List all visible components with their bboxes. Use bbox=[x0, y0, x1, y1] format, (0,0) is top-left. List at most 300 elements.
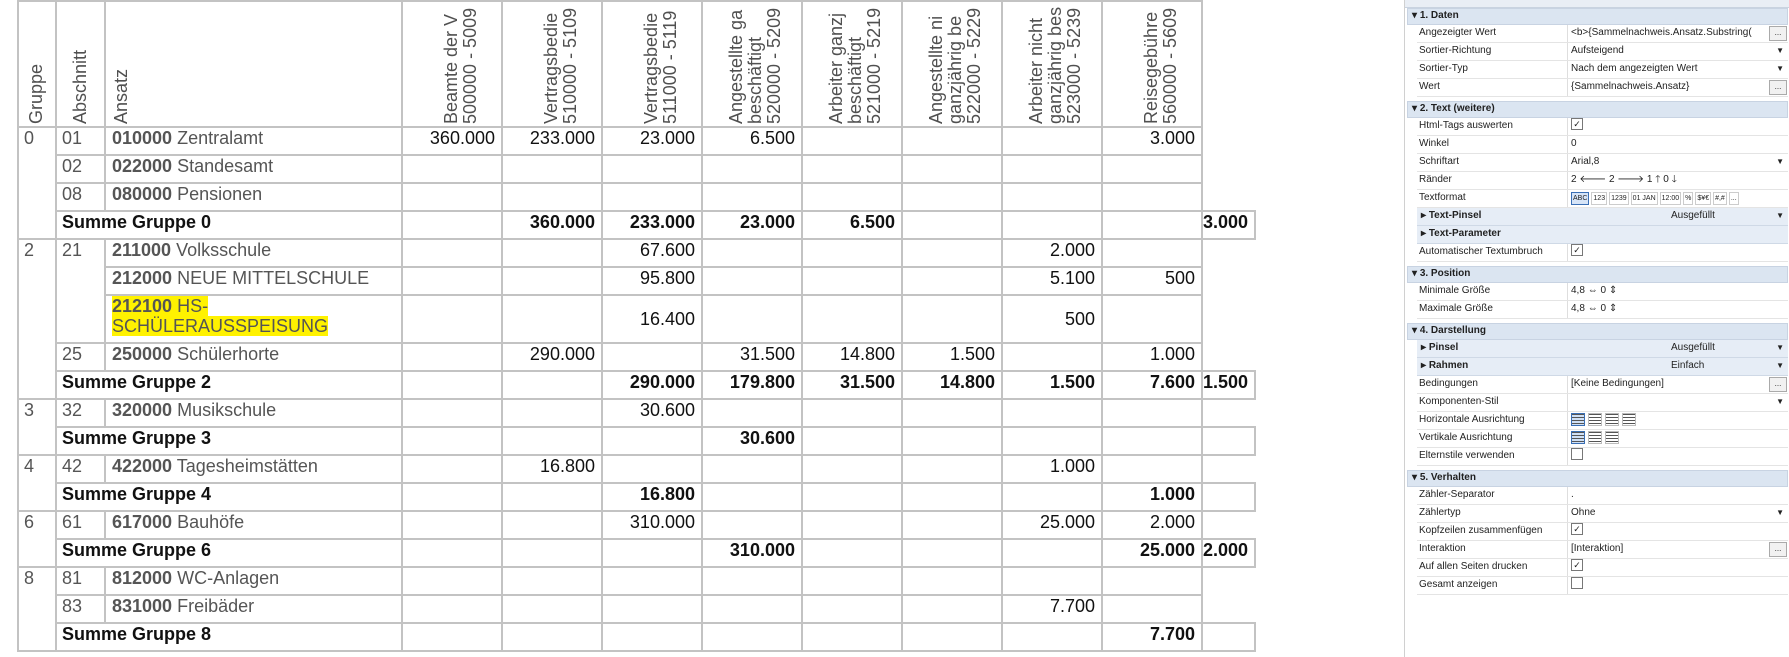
sub-text-parameter[interactable]: ▸ Text-Parameter bbox=[1417, 226, 1788, 244]
value-cell bbox=[1102, 211, 1202, 239]
value-cell bbox=[902, 539, 1002, 567]
value-cell: 3.000 bbox=[1202, 211, 1255, 239]
value-cell: 290.000 bbox=[502, 343, 602, 371]
textformat-option[interactable]: #,# bbox=[1713, 192, 1727, 205]
value-cell: 1.500 bbox=[1202, 371, 1255, 399]
value-cell: 7.700 bbox=[1102, 623, 1202, 651]
value-cell bbox=[1002, 539, 1102, 567]
value-cell: 3.000 bbox=[1102, 127, 1202, 155]
sub-text-pinsel[interactable]: ▸ Text-Pinsel Ausgefüllt ▼ bbox=[1417, 208, 1788, 226]
sum-spacer bbox=[402, 371, 502, 399]
value-cell bbox=[402, 183, 502, 211]
value-cell bbox=[902, 623, 1002, 651]
dropdown-arrow-icon[interactable]: ▼ bbox=[1776, 157, 1784, 166]
textformat-option[interactable]: 123 bbox=[1591, 192, 1607, 205]
header-row bbox=[18, 1, 1255, 127]
value-cell bbox=[702, 567, 802, 595]
value-cell bbox=[402, 511, 502, 539]
section-verhalten[interactable]: ▾ 5. Verhalten bbox=[1407, 470, 1788, 487]
header-col-522000: Angestellte ni ganzjährig be 522000 - 5229 bbox=[902, 1, 1002, 127]
value-cell: 6.500 bbox=[702, 127, 802, 155]
value-cell: 31.500 bbox=[702, 343, 802, 371]
ansatz-name: WC-Anlagen bbox=[177, 568, 280, 588]
sum-spacer bbox=[402, 483, 502, 511]
value-cell bbox=[502, 567, 602, 595]
value-cell bbox=[1002, 127, 1102, 155]
abschnitt-cell: 01 bbox=[56, 127, 105, 155]
section-daten[interactable]: ▾ 1. Daten bbox=[1407, 8, 1788, 25]
value-cell: 1.500 bbox=[902, 343, 1002, 371]
report-table bbox=[17, 0, 1256, 652]
abschnitt-cell: 42 bbox=[56, 455, 105, 483]
prop-interaktion[interactable]: Interaktion [Interaktion] ... bbox=[1417, 541, 1788, 559]
value-cell bbox=[802, 427, 902, 455]
value-cell bbox=[902, 483, 1002, 511]
value-cell bbox=[602, 155, 702, 183]
sum-row bbox=[18, 371, 1255, 399]
ansatz-code: 812000 bbox=[112, 568, 173, 588]
value-cell: 1.000 bbox=[1102, 343, 1202, 371]
ansatz-name: Tagesheimstätten bbox=[176, 456, 318, 476]
valign-middle-icon[interactable] bbox=[1588, 431, 1602, 444]
value-cell bbox=[602, 595, 702, 623]
header-col-521000: Arbeiter ganzj beschäftigt 521000 - 5219 bbox=[802, 1, 902, 127]
dropdown-arrow-icon[interactable]: ▼ bbox=[1776, 211, 1784, 220]
value-cell bbox=[502, 539, 602, 567]
header-col-500000: Beamte der V 500000 - 5009 bbox=[402, 1, 502, 127]
value-cell: 16.400 bbox=[602, 295, 702, 343]
value-cell: 6.500 bbox=[802, 211, 902, 239]
prop-winkel[interactable]: Winkel 0 bbox=[1417, 136, 1788, 154]
value-cell bbox=[502, 427, 602, 455]
value-cell bbox=[602, 427, 702, 455]
value-cell bbox=[502, 483, 602, 511]
abschnitt-cell: 61 bbox=[56, 511, 105, 539]
ansatz-cell bbox=[105, 155, 402, 183]
value-cell bbox=[1002, 343, 1102, 371]
value-cell bbox=[802, 623, 902, 651]
sum-spacer bbox=[402, 427, 502, 455]
group-cell: 4 bbox=[18, 455, 56, 511]
value-cell bbox=[1002, 155, 1102, 183]
prop-kopfzeilen[interactable]: Kopfzeilen zusammenfügen ✓ bbox=[1417, 523, 1788, 541]
abschnitt-cell: 02 bbox=[56, 155, 105, 183]
value-cell bbox=[802, 267, 902, 295]
prop-sortier-typ[interactable]: Sortier-Typ Nach dem angezeigten Wert ▼ bbox=[1417, 61, 1788, 79]
dropdown-arrow-icon[interactable]: ▼ bbox=[1776, 46, 1784, 55]
value-cell bbox=[1102, 399, 1202, 427]
arrow-right-icon: 🡒 bbox=[1617, 174, 1645, 185]
ansatz-cell bbox=[105, 567, 402, 595]
ansatz-name: Pensionen bbox=[177, 184, 263, 204]
prop-maximale-groesse[interactable]: Maximale Größe 4,8 ⇔ 0 ⇕ bbox=[1417, 301, 1788, 319]
value-cell: 95.800 bbox=[602, 267, 702, 295]
value-cell bbox=[1102, 155, 1202, 183]
ansatz-code: 422000 bbox=[112, 456, 173, 476]
prop-elternstile[interactable]: Elternstile verwenden bbox=[1417, 448, 1788, 466]
prop-bedingungen[interactable]: Bedingungen [Keine Bedingungen] ... bbox=[1417, 376, 1788, 394]
group-cell: 3 bbox=[18, 399, 56, 455]
value-cell bbox=[1102, 595, 1202, 623]
value-cell bbox=[902, 567, 1002, 595]
header-col-510000: Vertragsbedie 510000 - 5109 bbox=[502, 1, 602, 127]
ansatz-code: 080000 bbox=[112, 184, 173, 204]
sum-row bbox=[18, 539, 1255, 567]
prop-textformat[interactable]: Textformat ABC 123 1239 01 JAN 12:00 % $¥€ #,# ... bbox=[1417, 190, 1788, 208]
value-cell bbox=[502, 511, 602, 539]
value-cell bbox=[902, 595, 1002, 623]
value-cell bbox=[902, 155, 1002, 183]
header-gruppe: Gruppe bbox=[18, 1, 56, 127]
value-cell bbox=[602, 183, 702, 211]
value-cell: 1.000 bbox=[1002, 455, 1102, 483]
sum-spacer bbox=[402, 539, 502, 567]
table-row bbox=[18, 267, 1255, 295]
value-cell bbox=[902, 127, 1002, 155]
value-cell bbox=[802, 483, 902, 511]
value-cell: 310.000 bbox=[602, 511, 702, 539]
value-cell bbox=[902, 267, 1002, 295]
valign-bottom-icon[interactable] bbox=[1605, 431, 1619, 444]
sum-label: Summe Gruppe 3 bbox=[56, 427, 402, 455]
value-cell: 2.000 bbox=[1202, 539, 1255, 567]
ansatz-cell bbox=[105, 239, 402, 267]
value-cell bbox=[602, 567, 702, 595]
header-col-520000: Angestellte ga beschäftigt 520000 - 5209 bbox=[702, 1, 802, 127]
value-cell bbox=[802, 595, 902, 623]
table-row bbox=[18, 567, 1255, 595]
section-text-weitere[interactable]: ▾ 2. Text (weitere) bbox=[1407, 101, 1788, 118]
value-cell: 14.800 bbox=[902, 371, 1002, 399]
value-cell bbox=[402, 455, 502, 483]
prop-vertikale-ausrichtung[interactable]: Vertikale Ausrichtung bbox=[1417, 430, 1788, 448]
prop-horizontale-ausrichtung[interactable]: Horizontale Ausrichtung bbox=[1417, 412, 1788, 430]
value-cell bbox=[1202, 623, 1255, 651]
value-cell bbox=[602, 623, 702, 651]
ansatz-code: 211000 bbox=[112, 240, 172, 260]
panel-tab-bar[interactable] bbox=[1405, 0, 1789, 8]
ansatz-name: HS- SCHÜLERAUSSPEISUNG bbox=[112, 296, 329, 336]
dropdown-arrow-icon[interactable]: ▼ bbox=[1776, 397, 1784, 406]
value-cell bbox=[802, 399, 902, 427]
value-cell bbox=[502, 267, 602, 295]
sum-row bbox=[18, 483, 1255, 511]
value-cell: 16.800 bbox=[602, 483, 702, 511]
value-cell bbox=[1002, 211, 1102, 239]
value-cell bbox=[802, 511, 902, 539]
abschnitt-cell: 32 bbox=[56, 399, 105, 427]
value-cell: 500 bbox=[1002, 295, 1102, 343]
value-cell: 2.000 bbox=[1102, 511, 1202, 539]
value-cell: 5.100 bbox=[1002, 267, 1102, 295]
group-cell: 0 bbox=[18, 127, 56, 239]
sum-label: Summe Gruppe 6 bbox=[56, 539, 402, 567]
prop-gesamt-anzeigen[interactable]: Gesamt anzeigen bbox=[1417, 577, 1788, 595]
textformat-option[interactable]: ABC bbox=[1571, 192, 1589, 205]
abschnitt-cell: 81 bbox=[56, 567, 105, 595]
header-ansatz: Ansatz bbox=[105, 1, 402, 127]
value-cell bbox=[702, 267, 802, 295]
table-row bbox=[18, 595, 1255, 623]
dropdown-arrow-icon[interactable]: ▼ bbox=[1776, 361, 1784, 370]
value-cell: 290.000 bbox=[602, 371, 702, 399]
prop-angezeigter-wert[interactable]: Angezeigter Wert <b>{Sammelnachweis.Ansatz.Substring( ... bbox=[1417, 25, 1788, 43]
value-cell: 14.800 bbox=[802, 343, 902, 371]
checkbox-unchecked[interactable] bbox=[1571, 448, 1583, 460]
value-cell: 25.000 bbox=[1102, 539, 1202, 567]
ansatz-name: Bauhöfe bbox=[177, 512, 245, 532]
value-cell bbox=[702, 595, 802, 623]
abschnitt-cell: 25 bbox=[56, 343, 105, 371]
value-cell bbox=[1002, 399, 1102, 427]
sum-row bbox=[18, 623, 1255, 651]
value-cell bbox=[702, 483, 802, 511]
value-cell bbox=[402, 399, 502, 427]
value-cell bbox=[702, 455, 802, 483]
group-cell: 6 bbox=[18, 511, 56, 567]
value-cell bbox=[502, 239, 602, 267]
prop-komponenten-stil[interactable]: Komponenten-Stil ▼ bbox=[1417, 394, 1788, 412]
ansatz-name: Musikschule bbox=[177, 400, 277, 420]
table-row bbox=[18, 295, 1255, 343]
prop-minimale-groesse[interactable]: Minimale Größe 4,8 ⇔ 0 ⇕ bbox=[1417, 283, 1788, 301]
table-row bbox=[18, 239, 1255, 267]
value-cell bbox=[1102, 239, 1202, 267]
arrow-down-icon: 🡓 bbox=[1671, 174, 1677, 185]
value-cell: 1.000 bbox=[1102, 483, 1202, 511]
value-cell bbox=[702, 183, 802, 211]
header-col-560000: Reisegebühre 560000 - 5609 bbox=[1102, 1, 1202, 127]
value-cell bbox=[1002, 427, 1102, 455]
checkbox-checked[interactable]: ✓ bbox=[1571, 244, 1583, 256]
prop-html-tags[interactable]: Html-Tags auswerten ✓ bbox=[1417, 118, 1788, 136]
value-cell: 233.000 bbox=[602, 211, 702, 239]
prop-schriftart[interactable]: Schriftart Arial,8 ▼ bbox=[1417, 154, 1788, 172]
value-cell bbox=[1102, 427, 1202, 455]
ansatz-cell bbox=[105, 127, 402, 155]
value-cell bbox=[702, 399, 802, 427]
table-row bbox=[18, 455, 1255, 483]
ansatz-cell bbox=[105, 399, 402, 427]
sub-pinsel[interactable]: ▸ Pinsel Ausgefüllt ▼ bbox=[1417, 340, 1788, 358]
ellipsis-button[interactable]: ... bbox=[1769, 542, 1787, 557]
textformat-option[interactable]: $¥€ bbox=[1695, 192, 1711, 205]
sum-spacer bbox=[402, 211, 502, 239]
value-cell bbox=[802, 183, 902, 211]
group-cell: 2 bbox=[18, 239, 56, 399]
horizontal-resize-icon: ⇔ bbox=[1587, 303, 1598, 314]
align-center-icon[interactable] bbox=[1588, 413, 1602, 426]
abschnitt-cell: 83 bbox=[56, 595, 105, 623]
table-row bbox=[18, 183, 1255, 211]
value-cell bbox=[702, 239, 802, 267]
value-cell bbox=[602, 343, 702, 371]
value-cell bbox=[702, 511, 802, 539]
sum-spacer bbox=[402, 623, 502, 651]
header-col-511000: Vertragsbedie 511000 - 5119 bbox=[602, 1, 702, 127]
value-cell bbox=[402, 343, 502, 371]
ansatz-cell bbox=[105, 183, 402, 211]
vertical-resize-icon: ⇕ bbox=[1608, 285, 1618, 296]
value-cell bbox=[802, 127, 902, 155]
value-cell bbox=[902, 399, 1002, 427]
table-row bbox=[18, 399, 1255, 427]
textformat-option[interactable]: 12:00 bbox=[1660, 192, 1682, 205]
value-cell bbox=[402, 567, 502, 595]
ansatz-name: Volksschule bbox=[176, 240, 272, 260]
value-cell: 23.000 bbox=[702, 211, 802, 239]
ansatz-code: 010000 bbox=[112, 128, 173, 148]
sum-row bbox=[18, 427, 1255, 455]
ellipsis-button[interactable]: ... bbox=[1769, 26, 1787, 41]
ansatz-cell bbox=[105, 295, 402, 343]
value-cell: 1.500 bbox=[1002, 371, 1102, 399]
ansatz-name: Schülerhorte bbox=[177, 344, 280, 364]
value-cell bbox=[402, 239, 502, 267]
ellipsis-button[interactable]: ... bbox=[1769, 80, 1787, 95]
value-cell: 7.700 bbox=[1002, 595, 1102, 623]
value-cell bbox=[1202, 427, 1255, 455]
checkbox-checked[interactable]: ✓ bbox=[1571, 118, 1583, 130]
section-position[interactable]: ▾ 3. Position bbox=[1407, 266, 1788, 283]
ansatz-cell bbox=[105, 343, 402, 371]
ansatz-cell bbox=[105, 267, 402, 295]
value-cell bbox=[702, 155, 802, 183]
value-cell bbox=[802, 295, 902, 343]
prop-textumbruch[interactable]: Automatischer Textumbruch ✓ bbox=[1417, 244, 1788, 262]
checkbox-checked[interactable]: ✓ bbox=[1571, 559, 1583, 571]
prop-zaehlertyp[interactable]: Zählertyp Ohne ▼ bbox=[1417, 505, 1788, 523]
ansatz-cell bbox=[105, 455, 402, 483]
arrow-up-icon: 🡑 bbox=[1655, 174, 1661, 185]
header-col-523000: Arbeiter nicht ganzjährig bes 523000 - 5239 bbox=[1002, 1, 1102, 127]
value-cell: 179.800 bbox=[702, 371, 802, 399]
value-cell: 23.000 bbox=[602, 127, 702, 155]
textformat-option[interactable]: ... bbox=[1729, 192, 1739, 205]
value-cell bbox=[502, 371, 602, 399]
textformat-option[interactable]: 1239 bbox=[1609, 192, 1629, 205]
sum-label: Summe Gruppe 4 bbox=[56, 483, 402, 511]
ansatz-code: 320000 bbox=[112, 400, 173, 420]
value-cell bbox=[902, 295, 1002, 343]
value-cell: 500 bbox=[1102, 267, 1202, 295]
value-cell bbox=[602, 539, 702, 567]
value-cell bbox=[402, 267, 502, 295]
value-cell: 30.600 bbox=[602, 399, 702, 427]
horizontal-resize-icon: ⇔ bbox=[1587, 285, 1598, 296]
ansatz-code: 250000 bbox=[112, 344, 173, 364]
table-row bbox=[18, 511, 1255, 539]
ansatz-name: Standesamt bbox=[177, 156, 274, 176]
section-darstellung[interactable]: ▾ 4. Darstellung bbox=[1407, 323, 1788, 340]
sum-label: Summe Gruppe 0 bbox=[56, 211, 402, 239]
value-cell bbox=[1102, 183, 1202, 211]
value-cell bbox=[402, 295, 502, 343]
ansatz-code: 022000 bbox=[112, 156, 173, 176]
value-cell bbox=[1102, 455, 1202, 483]
align-left-icon[interactable] bbox=[1571, 413, 1585, 426]
ellipsis-button[interactable]: ... bbox=[1769, 377, 1787, 392]
ansatz-name: Zentralamt bbox=[177, 128, 264, 148]
value-cell bbox=[402, 155, 502, 183]
dropdown-arrow-icon[interactable]: ▼ bbox=[1776, 343, 1784, 352]
prop-wert[interactable]: Wert {Sammelnachweis.Ansatz} ... bbox=[1417, 79, 1788, 97]
value-cell bbox=[502, 155, 602, 183]
ansatz-code: 212100 bbox=[112, 296, 173, 316]
abschnitt-cell: 21 bbox=[56, 239, 105, 343]
value-cell: 360.000 bbox=[502, 211, 602, 239]
ansatz-cell bbox=[105, 511, 402, 539]
value-cell bbox=[902, 455, 1002, 483]
prop-sortier-richtung[interactable]: Sortier-Richtung Aufsteigend ▼ bbox=[1417, 43, 1788, 61]
value-cell bbox=[502, 183, 602, 211]
valign-top-icon[interactable] bbox=[1571, 431, 1585, 444]
ansatz-name: NEUE MITTELSCHULE bbox=[177, 268, 370, 288]
value-cell: 31.500 bbox=[802, 371, 902, 399]
value-cell bbox=[1102, 295, 1202, 343]
table-row bbox=[18, 155, 1255, 183]
abschnitt-cell: 08 bbox=[56, 183, 105, 211]
value-cell bbox=[1002, 483, 1102, 511]
sum-label: Summe Gruppe 8 bbox=[56, 623, 402, 651]
value-cell bbox=[502, 595, 602, 623]
group-cell: 8 bbox=[18, 567, 56, 651]
align-justify-icon[interactable] bbox=[1622, 413, 1636, 426]
value-cell: 67.600 bbox=[602, 239, 702, 267]
checkbox-unchecked[interactable] bbox=[1571, 577, 1583, 589]
table-row bbox=[18, 127, 1255, 155]
value-cell bbox=[602, 455, 702, 483]
prop-raender[interactable]: Ränder 2 🡐 2 🡒 1 🡑 0 🡓 bbox=[1417, 172, 1788, 190]
value-cell bbox=[802, 567, 902, 595]
header-abschnitt: Abschnitt bbox=[56, 1, 105, 127]
sub-rahmen[interactable]: ▸ Rahmen Einfach ▼ bbox=[1417, 358, 1788, 376]
value-cell bbox=[802, 155, 902, 183]
value-cell bbox=[502, 295, 602, 343]
prop-zaehler-separator[interactable]: Zähler-Separator . bbox=[1417, 487, 1788, 505]
value-cell bbox=[702, 295, 802, 343]
value-cell: 25.000 bbox=[1002, 511, 1102, 539]
textformat-option[interactable]: 01 JAN bbox=[1631, 192, 1658, 205]
value-cell bbox=[402, 595, 502, 623]
properties-panel bbox=[1404, 0, 1789, 657]
value-cell: 7.600 bbox=[1102, 371, 1202, 399]
value-cell bbox=[1002, 567, 1102, 595]
value-cell: 310.000 bbox=[702, 539, 802, 567]
prop-auf-allen-seiten[interactable]: Auf allen Seiten drucken ✓ bbox=[1417, 559, 1788, 577]
arrow-left-icon: 🡐 bbox=[1579, 174, 1607, 185]
dropdown-arrow-icon[interactable]: ▼ bbox=[1776, 508, 1784, 517]
checkbox-checked[interactable]: ✓ bbox=[1571, 523, 1583, 535]
value-cell: 360.000 bbox=[402, 127, 502, 155]
textformat-option[interactable]: % bbox=[1683, 192, 1693, 205]
value-cell bbox=[902, 211, 1002, 239]
align-right-icon[interactable] bbox=[1605, 413, 1619, 426]
value-cell bbox=[702, 623, 802, 651]
sum-label: Summe Gruppe 2 bbox=[56, 371, 402, 399]
value-cell bbox=[1202, 483, 1255, 511]
sum-row bbox=[18, 211, 1255, 239]
value-cell bbox=[802, 455, 902, 483]
vertical-resize-icon: ⇕ bbox=[1608, 303, 1618, 314]
value-cell: 2.000 bbox=[1002, 239, 1102, 267]
value-cell bbox=[902, 511, 1002, 539]
ansatz-code: 617000 bbox=[112, 512, 173, 532]
dropdown-arrow-icon[interactable]: ▼ bbox=[1776, 64, 1784, 73]
value-cell bbox=[802, 239, 902, 267]
value-cell bbox=[1002, 183, 1102, 211]
value-cell: 16.800 bbox=[502, 455, 602, 483]
